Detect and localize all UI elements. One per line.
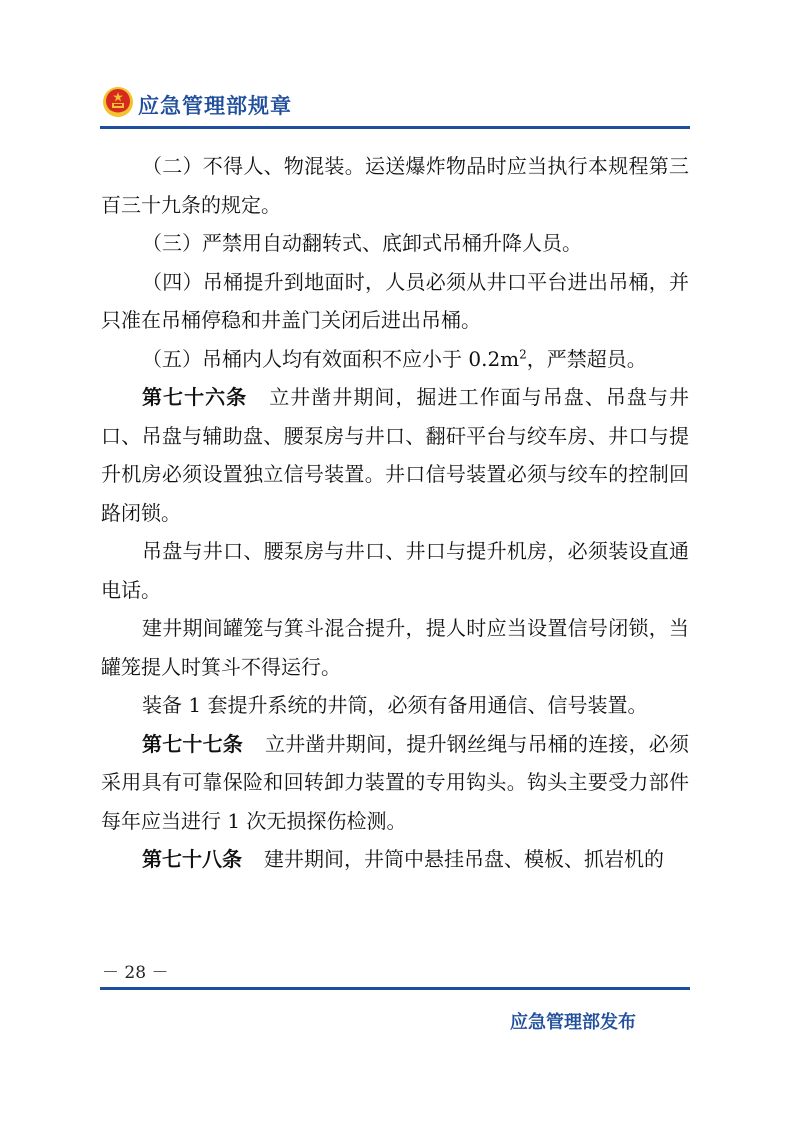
- article-77: [101, 725, 689, 841]
- footer-divider: [100, 987, 690, 990]
- paragraph-item-5-text: （五）吊桶内人均有效面积不应小于 0.2m: [142, 346, 520, 371]
- publisher-label: 应急管理部发布: [510, 1012, 636, 1033]
- article-77-title: 第七十七条: [142, 731, 243, 756]
- page-number: － 28 －: [102, 963, 169, 983]
- article-77-text: 立井凿井期间，提升钢丝绳与吊桶的连接，必须采用具有可靠保险和回转卸力装置的专用钩头。钩头主要受力部件每年应当进行 1 次无损探伤检测。: [101, 731, 689, 833]
- article-76-title: 第七十六条: [142, 385, 248, 409]
- paragraph-item-2: （二）不得人、物混装。运送爆炸物品时应当执行本规程第三百三十九条的规定。: [101, 154, 689, 217]
- article-76-text: 立井凿井期间，掘进工作面与吊盘、吊盘与井口、吊盘与辅助盘、腰泵房与井口、翻矸平台与绞车房、井口与提升机房必须设置独立信号装置。井口信号装置必须与绞车的控制回路闭锁。: [101, 385, 690, 525]
- superscript: 2: [519, 346, 527, 361]
- article-78: [101, 840, 689, 879]
- paragraph-telephone: 吊盘与井口、腰泵房与井口、井口与提升机房，必须装设直通电话。: [101, 539, 689, 602]
- paragraph-item-5: [101, 340, 689, 379]
- article-76: [101, 378, 689, 532]
- article-78-text: 建井期间，井筒中悬挂吊盘、模板、抓岩机的: [264, 847, 664, 871]
- document-body: [101, 147, 689, 879]
- header-divider: [100, 126, 690, 129]
- page-header: [102, 84, 690, 124]
- paragraph-item-3: （三）严禁用自动翻转式、底卸式吊桶升降人员。: [142, 231, 582, 255]
- article-78-title: 第七十八条: [142, 847, 242, 871]
- national-emblem-icon: [102, 86, 134, 118]
- paragraph-item-4: （四）吊桶提升到地面时，人员必须从井口平台进出吊桶，并只准在吊桶停稳和井盖门关闭后进出吊桶。: [101, 269, 689, 332]
- paragraph-mixed-hoisting: 建井期间罐笼与箕斗混合提升，提人时应当设置信号闭锁，当罐笼提人时箕斗不得运行。: [101, 616, 689, 679]
- paragraph-item-5-tail: ，严禁超员。: [526, 346, 647, 371]
- paragraph-backup-signal: 装备 1 套提升系统的井筒，必须有备用通信、信号装置。: [142, 693, 648, 717]
- header-title: 应急管理部规章: [138, 94, 292, 118]
